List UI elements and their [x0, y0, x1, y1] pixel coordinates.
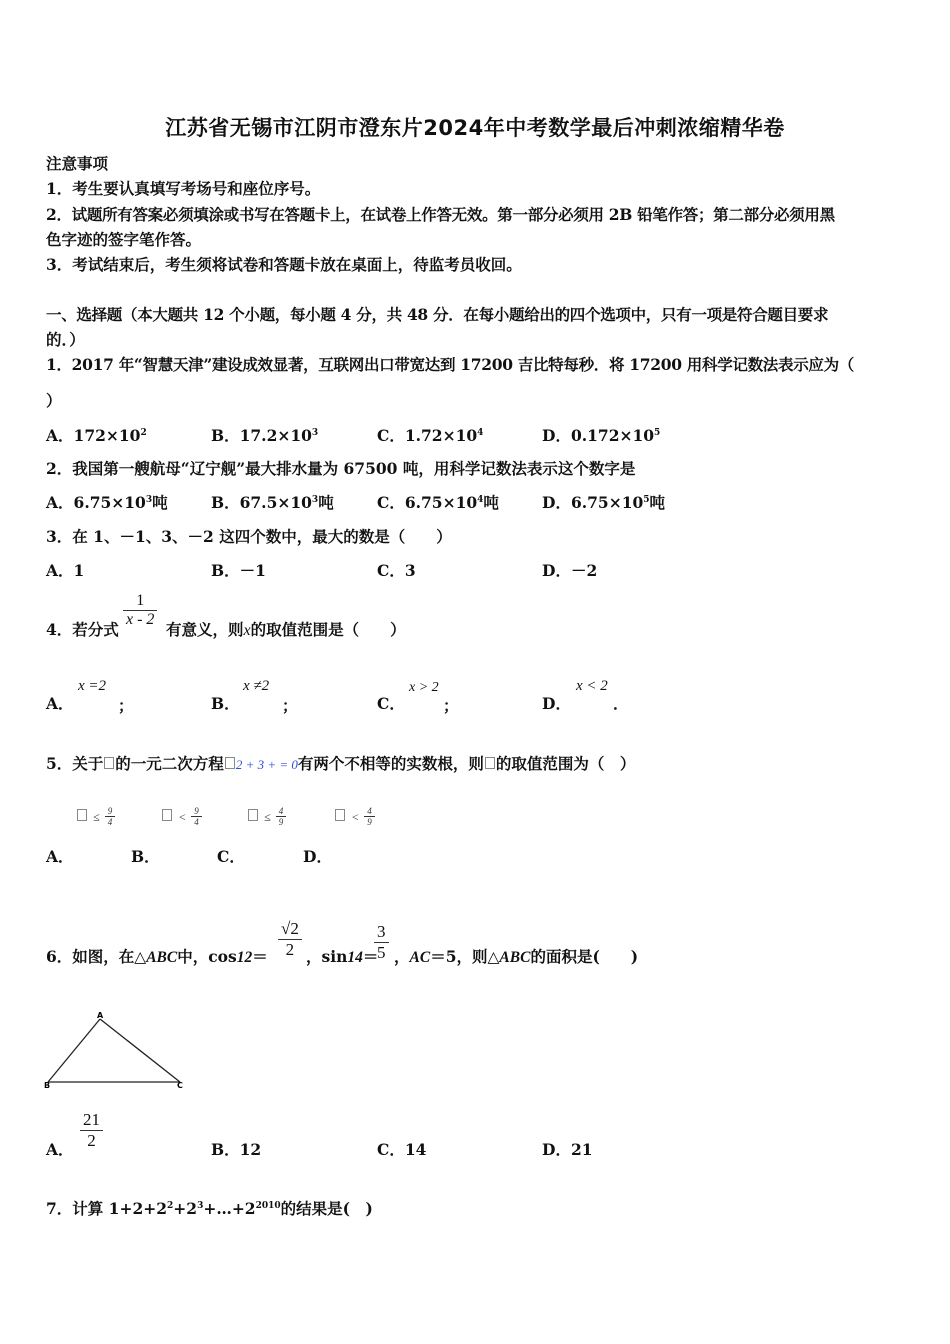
q6-option-b: B．12 — [211, 1140, 262, 1159]
q6-option-d: D．21 — [542, 1140, 593, 1159]
triangle-label-c: C — [177, 1081, 183, 1090]
q1-stem-cont: ） — [46, 391, 62, 410]
q4-option-b-label: B． — [211, 694, 240, 713]
q5-equation: 2 + 3 + = 0 — [235, 757, 298, 772]
notice-item-2: 2．试题所有答案必须填涂或书写在答题卡上，在试卷上作答无效。第一部分必须用 2B 铅笔作答；第二部分必须用黑 — [46, 205, 835, 224]
q6-stem-suffix: ，AC＝5，则△ABC的面积是( ) — [394, 947, 639, 966]
q6-sin-fraction: $\frac{3}{5}$ — [374, 922, 389, 963]
q5-var-placeholder — [104, 757, 114, 769]
q4-stem-prefix: 4．若分式 — [46, 620, 119, 639]
q3-option-b: B．－1 — [211, 561, 266, 580]
triangle-label-b: B — [44, 1081, 51, 1090]
q6-option-c: C．14 — [377, 1140, 427, 1159]
q5-option-a-label: A． — [46, 847, 74, 866]
q1-option-a: A．$172\times 10^2$ — [46, 426, 147, 445]
q6-stem-prefix: 6．如图，在△ABC中，cos12＝ — [46, 947, 268, 966]
q4-sep-c: ； — [443, 696, 459, 715]
notice-heading: 注意事项 — [46, 154, 109, 173]
section-heading-line1: 一、选择题（本大题共 12 个小题，每小题 4 分，共 48 分．在每小题给出的四个选项中，只有一项是符合题目要求 — [46, 305, 829, 324]
q5-option-b-label: B． — [131, 847, 160, 866]
q3-option-d: D．－2 — [542, 561, 598, 580]
q5-eq-placeholder — [225, 757, 235, 769]
q5-option-d-label: D． — [303, 847, 332, 866]
q4-option-d-math: x < 2 — [576, 678, 608, 694]
q4-fraction — [123, 592, 157, 629]
q3-option-c: C．3 — [377, 561, 416, 580]
q6-option-a-label: A． — [46, 1140, 74, 1159]
q6-stem-sin: ，sin14＝ — [306, 947, 379, 966]
q5-option-a-math: ≤ $\frac{9}{4}$ — [76, 806, 115, 827]
q2-stem: 2．我国第一艘航母“辽宁舰”最大排水量为 67500 吨，用科学记数法表示这个数字是 — [46, 459, 636, 478]
q4-end: ． — [613, 694, 629, 713]
triangle-side-ac — [100, 1019, 180, 1082]
q5-stem: 5．关于 的一元二次方程 2 + 3 + = 0有两个不相等的实数根，则 的取值范围为（ ） — [46, 754, 636, 773]
page-title: 江苏省无锡市江阴市澄东片2024年中考数学最后冲刺浓缩精华卷 — [165, 116, 785, 140]
q4-option-a-math: x =2 — [78, 678, 107, 694]
section-heading-line2: 的．） — [46, 330, 85, 349]
q1-option-c: C．$1.72\times 10^4$ — [377, 426, 484, 445]
q5-option-d-math: < $\frac{4}{9}$ — [334, 806, 375, 827]
q2-option-a: A．$6.75\times 10^3$吨 — [46, 493, 168, 512]
q5-option-b-math: < $\frac{9}{4}$ — [161, 806, 202, 827]
q1-stem: 1．2017 年“智慧天津”建设成效显著，互联网出口带宽达到 17200 吉比特每秒．将 17200 用科学记数法表示应为（ — [46, 355, 854, 374]
q6-triangle-figure — [42, 1008, 192, 1093]
triangle-label-a: A — [97, 1011, 104, 1020]
q4-option-a-label: A． — [46, 694, 74, 713]
notice-item-3: 3．考试结束后，考生须将试卷和答题卡放在桌面上，待监考员收回。 — [46, 255, 522, 274]
q2-option-b: B．$67.5\times 10^3$吨 — [211, 493, 334, 512]
q5-var-placeholder-2 — [485, 757, 495, 769]
q1-option-d: D．$0.172\times 10^5$ — [542, 426, 661, 445]
q4-option-d-label: D． — [542, 694, 571, 713]
q6-cos-fraction: $\frac{√2}{2}$ — [278, 919, 302, 960]
q2-option-c: C．$6.75\times 10^4$吨 — [377, 493, 499, 512]
q3-stem: 3．在 1、－1、3、－2 这四个数中，最大的数是（ ） — [46, 527, 452, 546]
notice-item-2-cont: 色字迹的签字笔作答。 — [46, 230, 202, 249]
q6-option-a-fraction: $\frac{21}{2}$ — [80, 1110, 103, 1151]
q4-sep-b: ； — [282, 696, 298, 715]
q4-stem-mid: 有意义，则x的取值范围是（ ） — [166, 620, 406, 639]
q4-option-b-math: x ≠2 — [243, 678, 270, 694]
q5-option-c-math: ≤ $\frac{4}{9}$ — [247, 806, 286, 827]
q7-stem: 7．计算 $1+2+2^2+2^3+\dots+2^{2010}$的结果是( ) — [46, 1199, 373, 1218]
notice-item-1: 1．考生要认真填写考场号和座位序号。 — [46, 179, 321, 198]
q4-option-c-math: x > 2 — [409, 680, 439, 695]
q4-option-c-label: C． — [377, 694, 405, 713]
triangle-side-ab — [48, 1019, 100, 1082]
q4-frac-num: 1 — [123, 592, 157, 611]
q4-sep-a: ； — [118, 696, 134, 715]
q1-option-b: B．$17.2\times 10^3$ — [211, 426, 319, 445]
q3-option-a: A．1 — [46, 561, 85, 580]
q4-frac-den: x - 2 — [126, 611, 155, 628]
q2-option-d: D．$6.75\times 10^5$吨 — [542, 493, 666, 512]
q5-option-c-label: C． — [217, 847, 245, 866]
